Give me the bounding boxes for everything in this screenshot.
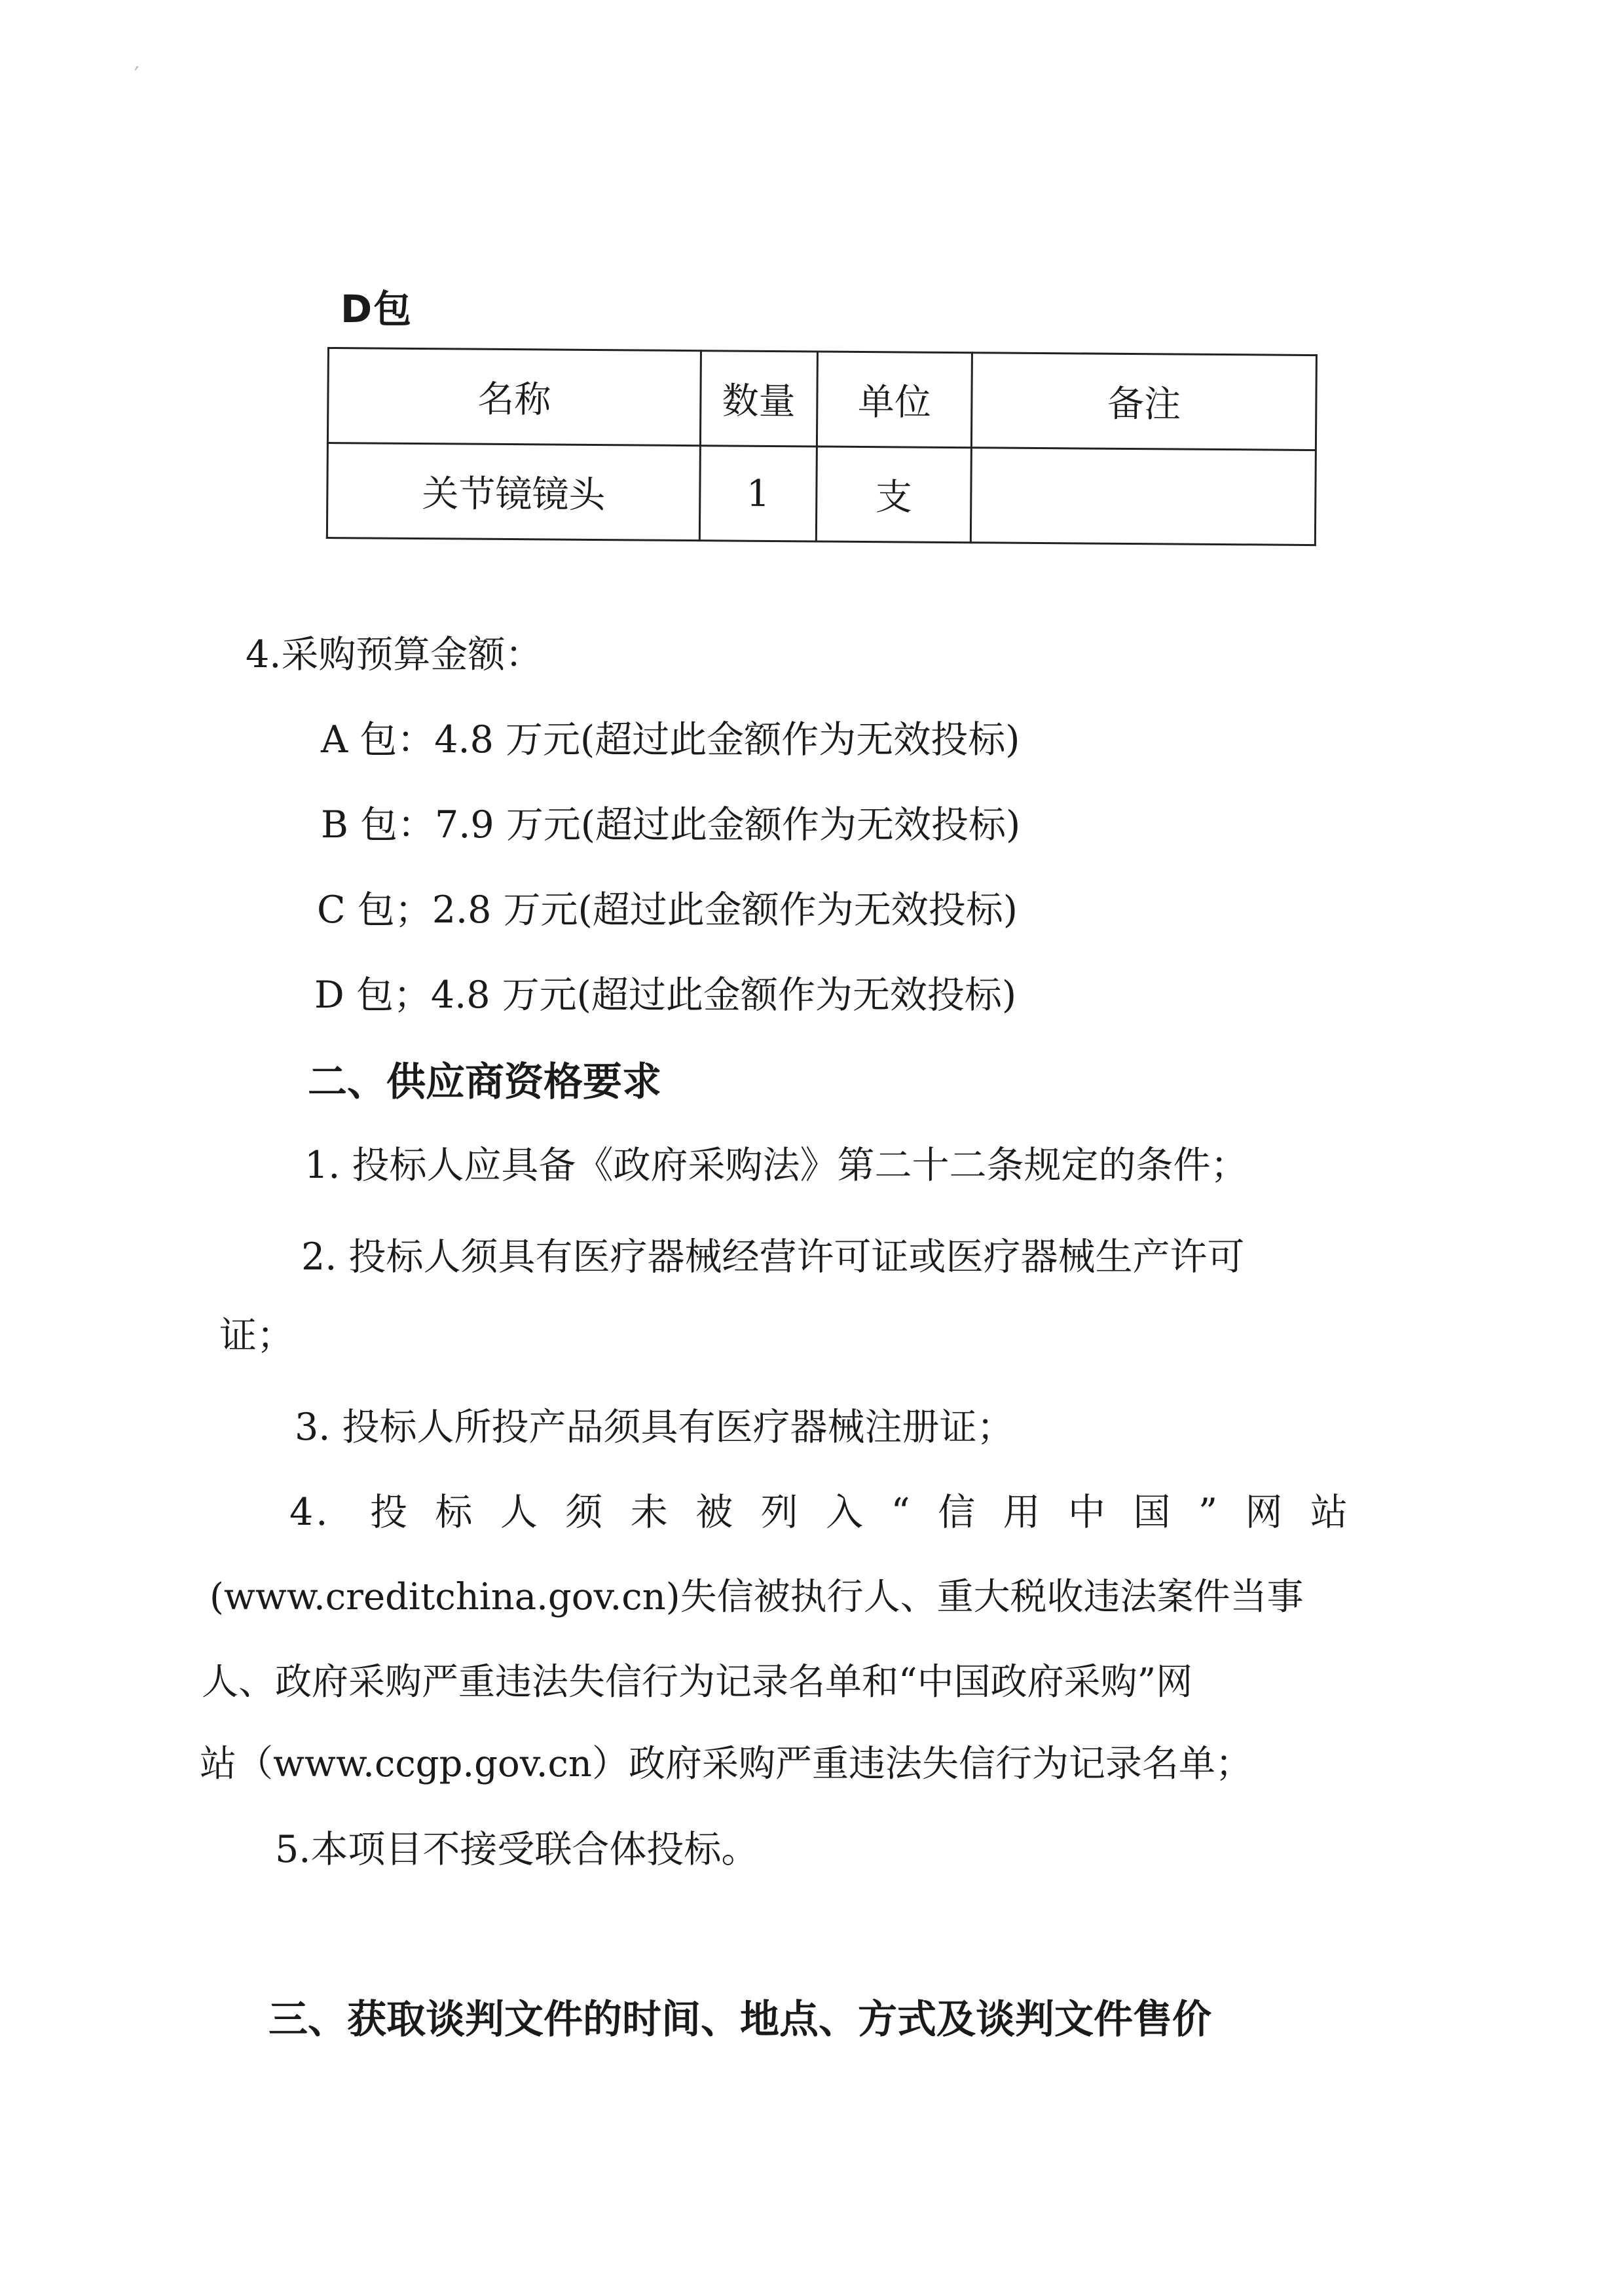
cell-quantity: 1 <box>699 446 817 541</box>
table-header-row <box>327 348 1316 450</box>
qualification-line-4-cont-3: 站（www.ccgp.gov.cn）政府采购严重违法失信行为记录名单； <box>200 1743 1252 1785</box>
budget-item-c: C 包；2.8 万元(超过此金额作为无效投标) <box>317 888 1018 932</box>
package-d-table <box>326 347 1318 546</box>
qualification-line-3: 3. 投标人所投产品须具有医疗器械注册证； <box>295 1406 1014 1449</box>
scan-artifact-icon: ′ <box>134 62 139 88</box>
section3-heading: 三、获取谈判文件的时间、地点、方式及谈判文件售价 <box>268 1997 1211 2043</box>
cell-name: 关节镜镜头 <box>327 443 700 541</box>
qualification-line-5: 5.本项目不接受联合体投标。 <box>275 1828 759 1871</box>
qualification-line-2: 2. 投标人须具有医疗器械经营许可证或医疗器械生产许可 <box>301 1235 1245 1279</box>
qualification-line-4-cont-2: 人、政府采购严重违法失信行为记录名单和“中国政府采购”网 <box>202 1661 1193 1704</box>
package-d-title: D包 <box>341 287 413 331</box>
cell-unit: 支 <box>816 446 972 543</box>
qualification-line-4-cont-1: (www.creditchina.gov.cn)失信被执行人、重大税收违法案件当事 <box>210 1576 1304 1618</box>
budget-item-a: A 包：4.8 万元(超过此金额作为无效投标) <box>321 718 1020 761</box>
qualification-line-2-cont: 证； <box>219 1314 294 1357</box>
header-name: 名称 <box>327 348 701 446</box>
budget-item-b: B 包：7.9 万元(超过此金额作为无效投标) <box>321 803 1021 847</box>
qualification-line-4: 4. 投标人须未被列入“信用中国”网站 <box>289 1491 1350 1534</box>
qualification-line-1: 1. 投标人应具备《政府采购法》第二十二条规定的条件； <box>304 1144 1248 1187</box>
header-remark: 备注 <box>972 353 1317 450</box>
cell-remark <box>971 448 1316 545</box>
budget-heading: 4.采购预算金额： <box>246 633 543 676</box>
header-quantity: 数量 <box>700 351 817 446</box>
package-d-table-wrapper <box>326 347 1318 551</box>
table-row <box>327 443 1316 545</box>
budget-item-d: D 包；4.8 万元(超过此金额作为无效投标) <box>314 974 1017 1017</box>
header-unit: 单位 <box>817 352 972 448</box>
qualification-heading: 二、供应商资格要求 <box>308 1059 661 1105</box>
